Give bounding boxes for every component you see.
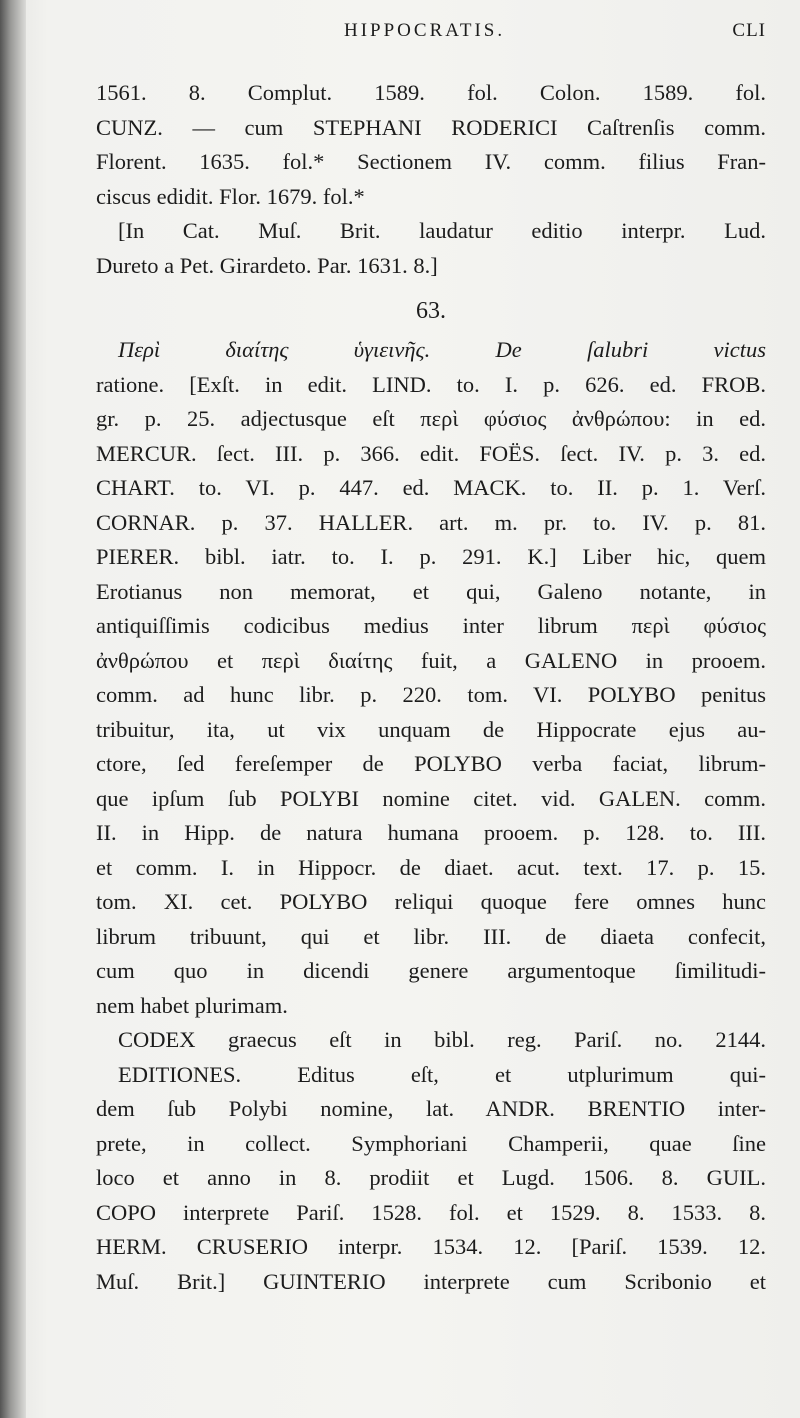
text-line: et comm. I. in Hippocr. de diaet. acut. text. 17. p. 15. [96,854,766,880]
text-line: PIERER. bibl. iatr. to. I. p. 291. K.] Liber hic, quem [96,544,766,569]
binding-gutter [0,0,26,1418]
folio-number: CLI [732,20,766,41]
text-line: tribuitur, ita, ut vix unquam de Hippocrate ejus au- [96,716,766,742]
text-line: dem ſub Polybi nomine, lat. ANDR. BRENTIO inter- [96,1096,766,1121]
text-line: comm. ad hunc libr. p. 220. tom. VI. POLYBO penitus [96,682,766,707]
text-line: [In Cat. Muſ. Brit. laudatur editio interpr. Lud. [118,218,766,243]
text-line: que ipſum ſub POLYBI nomine citet. vid. GALEN. comm. [96,785,766,811]
text-line: CORNAR. p. 37. HALLER. art. m. pr. to. IV. p. 81. [96,509,766,535]
text-line: ctore, ſed fereſemper de POLYBO verba faciat, librum- [96,751,766,776]
text-line: CUNZ. — cum STEPHANI RODERICI Caſtrenſis comm. [96,114,766,140]
text-line: librum tribuunt, qui et libr. III. de diaeta confecit, [96,923,766,949]
text-line: II. in Hipp. de natura humana prooem. p. 128. to. III. [96,820,766,845]
text-line: COPO interprete Pariſ. 1528. fol. et 1529. 8. 1533. 8. [96,1199,766,1225]
text-line: antiquiſſimis codicibus medius inter librum περὶ φύσιος [96,613,766,638]
running-title: HIPPOCRATIS. [344,20,506,41]
text-line: 63. [416,298,446,324]
text-line: EDITIONES. Editus eſt, et utplurimum qui- [118,1061,766,1087]
text-line: MERCUR. ſect. III. p. 366. edit. FOËS. ſect. IV. p. 3. ed. [96,440,766,466]
text-line: loco et anno in 8. prodiit et Lugd. 1506. 8. GUIL. [96,1165,766,1190]
text-line: HERM. CRUSERIO interpr. 1534. 12. [Pariſ. 1539. 12. [96,1234,766,1259]
text-line: 1561. 8. Complut. 1589. fol. Colon. 1589. fol. [96,80,766,105]
text-line: ratione. [Exſt. in edit. LIND. to. I. p. 626. ed. FROB. [96,371,766,397]
text-line: Dureto a Pet. Girardeto. Par. 1631. 8.] [96,252,438,278]
text-line: CODEX graecus eſt in bibl. reg. Pariſ. no. 2144. [118,1027,766,1052]
text-line: prete, in collect. Symphoriani Champerii, quae ſine [96,1130,766,1156]
text-line: CHART. to. VI. p. 447. ed. MACK. to. II. p. 1. Verſ. [96,475,766,500]
text-line: tom. XI. cet. POLYBO reliqui quoque fere omnes hunc [96,889,766,914]
text-line: Florent. 1635. fol.* Sectionem IV. comm. filius Fran- [96,149,766,174]
text-line: gr. p. 25. adjectusque eſt περὶ φύσιος ἀνθρώπου: in ed. [96,406,766,431]
text-line: ἀνθρώπου et περὶ διαίτης fuit, a GALENO in prooem. [96,647,766,673]
text-line: Περὶ διαίτης ὑγιεινῆς. De ſalubri victus [118,337,766,362]
body-text [96,76,766,1299]
text-line: cum quo in dicendi genere argumentoque ſimilitudi- [96,958,766,983]
text-line: nem habet plurimam. [96,992,288,1018]
text-line: Muſ. Brit.] GUINTERIO interprete cum Scribonio et [96,1268,766,1294]
text-line: ciscus edidit. Flor. 1679. fol.* [96,183,365,209]
page-header [96,20,766,50]
text-line: Erotianus non memorat, et qui, Galeno notante, in [96,578,766,604]
